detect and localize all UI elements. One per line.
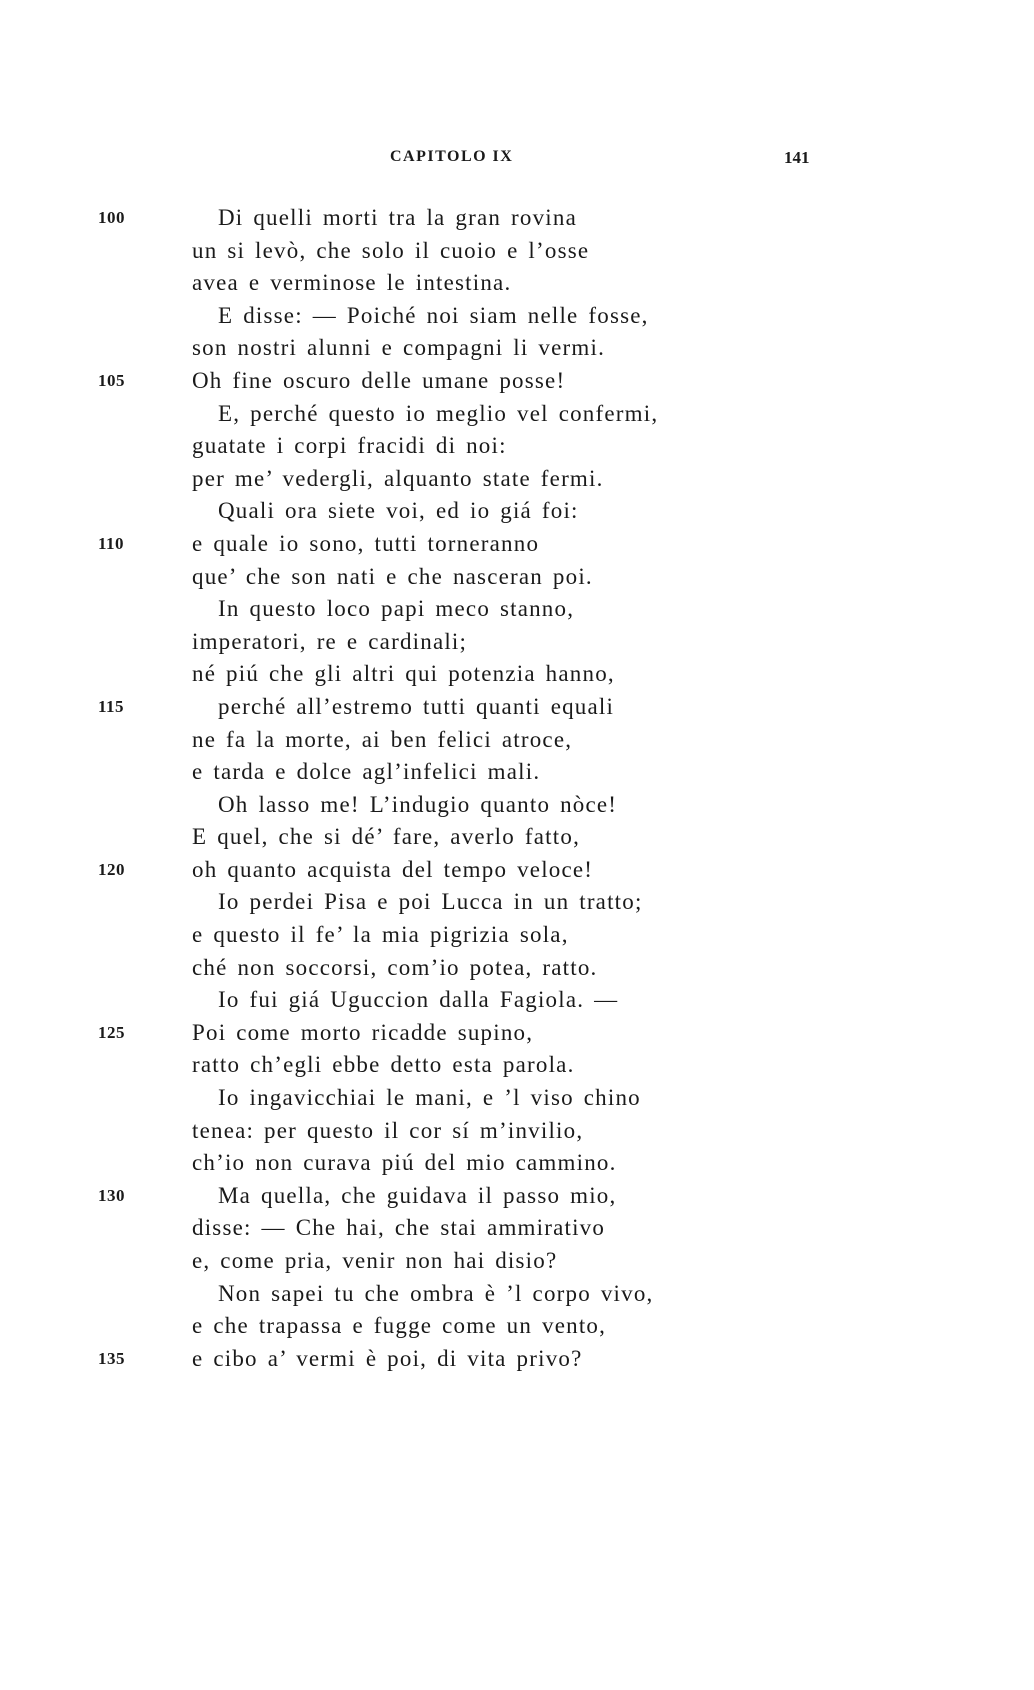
verse-line	[0, 1310, 1034, 1343]
line-number: 135	[98, 1348, 125, 1368]
line-number: 125	[98, 1022, 125, 1042]
verse-line	[0, 1017, 1034, 1050]
verse-text: oh quanto acquista del tempo veloce!	[192, 856, 594, 882]
poem-text	[0, 202, 1034, 1375]
verse-line	[0, 1245, 1034, 1278]
verse-text: Poi come morto ricadde supino,	[192, 1019, 534, 1045]
verse-text: Io fui giá Uguccion dalla Fagiola. —	[218, 987, 619, 1013]
verse-text: per me’ vedergli, alquanto state fermi.	[192, 465, 604, 491]
verse-line	[0, 1278, 1034, 1311]
verse-text: Oh fine oscuro delle umane posse!	[192, 367, 566, 393]
verse-text: avea e verminose le intestina.	[192, 270, 512, 296]
verse-text: E disse: — Poiché noi siam nelle fosse,	[218, 302, 649, 328]
verse-text: imperatori, re e cardinali;	[192, 628, 468, 654]
verse-text: disse: — Che hai, che stai ammirativo	[192, 1215, 606, 1241]
verse-line	[0, 202, 1034, 235]
verse-line	[0, 691, 1034, 724]
verse-text: un si levò, che solo il cuoio e l’osse	[192, 237, 590, 263]
verse-text: In questo loco papi meco stanno,	[218, 596, 575, 622]
verse-text: e, come pria, venir non hai disio?	[192, 1248, 558, 1273]
verse-line	[0, 1082, 1034, 1115]
verse-line	[0, 626, 1034, 659]
verse-text: Io ingavicchiai le mani, e ’l viso chino	[218, 1085, 641, 1111]
verse-text: Ma quella, che guidava il passo mio,	[218, 1182, 617, 1208]
verse-line	[0, 756, 1034, 789]
verse-line	[0, 495, 1034, 528]
line-number: 115	[98, 696, 125, 716]
verse-text: Quali ora siete voi, ed io giá foi:	[218, 498, 579, 524]
verse-line	[0, 235, 1034, 268]
verse-text: e che trapassa e fugge come un vento,	[192, 1313, 607, 1339]
verse-text: tenea: per questo il cor sí m’invilio,	[192, 1117, 584, 1143]
verse-text: Io perdei Pisa e poi Lucca in un tratto;	[218, 889, 643, 915]
line-number: 100	[98, 208, 125, 227]
verse-text: ch’io non curava piú del mio cammino.	[192, 1150, 617, 1176]
verse-line	[0, 1147, 1034, 1180]
verse-text: Di quelli morti tra la gran rovina	[218, 205, 577, 230]
verse-text: ne fa la morte, ai ben felici atroce,	[192, 726, 573, 752]
verse-text: Non sapei tu che ombra è ’l corpo vivo,	[218, 1280, 654, 1306]
verse-line	[0, 658, 1034, 691]
verse-line	[0, 332, 1034, 365]
verse-line	[0, 1212, 1034, 1245]
verse-line	[0, 1115, 1034, 1148]
verse-line	[0, 593, 1034, 626]
verse-text: son nostri alunni e compagni li vermi.	[192, 335, 606, 361]
verse-text: e tarda e dolce agl’infelici mali.	[192, 759, 541, 785]
running-head	[0, 148, 1034, 172]
verse-line	[0, 365, 1034, 398]
verse-text: ratto ch’egli ebbe detto esta parola.	[192, 1052, 575, 1078]
verse-line	[0, 919, 1034, 952]
verse-text: né piú che gli altri qui potenzia hanno,	[192, 661, 615, 687]
verse-line	[0, 952, 1034, 985]
line-number: 110	[98, 533, 125, 553]
verse-line	[0, 430, 1034, 463]
verse-line	[0, 267, 1034, 300]
verse-line	[0, 1180, 1034, 1213]
verse-text: perché all’estremo tutti quanti equali	[218, 693, 615, 719]
line-number: 120	[98, 859, 125, 879]
verse-line	[0, 886, 1034, 919]
verse-line	[0, 1049, 1034, 1082]
verse-text: E quel, che si dé’ fare, averlo fatto,	[192, 824, 581, 850]
verse-line	[0, 463, 1034, 496]
verse-text: guatate i corpi fracidi di noi:	[192, 433, 507, 459]
verse-line	[0, 724, 1034, 757]
verse-line	[0, 1343, 1034, 1376]
verse-line	[0, 821, 1034, 854]
verse-line	[0, 561, 1034, 594]
verse-line	[0, 984, 1034, 1017]
verse-text: que’ che son nati e che nasceran poi.	[192, 563, 593, 589]
line-number: 130	[98, 1185, 125, 1205]
verse-text: E, perché questo io meglio vel confermi,	[218, 400, 659, 426]
verse-line	[0, 854, 1034, 887]
verse-text: e quale io sono, tutti torneranno	[192, 530, 540, 556]
verse-text: ché non soccorsi, com’io potea, ratto.	[192, 954, 598, 980]
verse-line	[0, 300, 1034, 333]
page-number: 141	[784, 148, 810, 167]
chapter-title: CAPITOLO IX	[390, 148, 514, 165]
verse-text: e questo il fe’ la mia pigrizia sola,	[192, 922, 569, 948]
verse-line	[0, 398, 1034, 431]
verse-text: Oh lasso me! L’indugio quanto nòce!	[218, 791, 618, 817]
verse-line	[0, 789, 1034, 822]
verse-text: e cibo a’ vermi è poi, di vita privo?	[192, 1345, 583, 1371]
line-number: 105	[98, 370, 125, 390]
verse-line	[0, 528, 1034, 561]
